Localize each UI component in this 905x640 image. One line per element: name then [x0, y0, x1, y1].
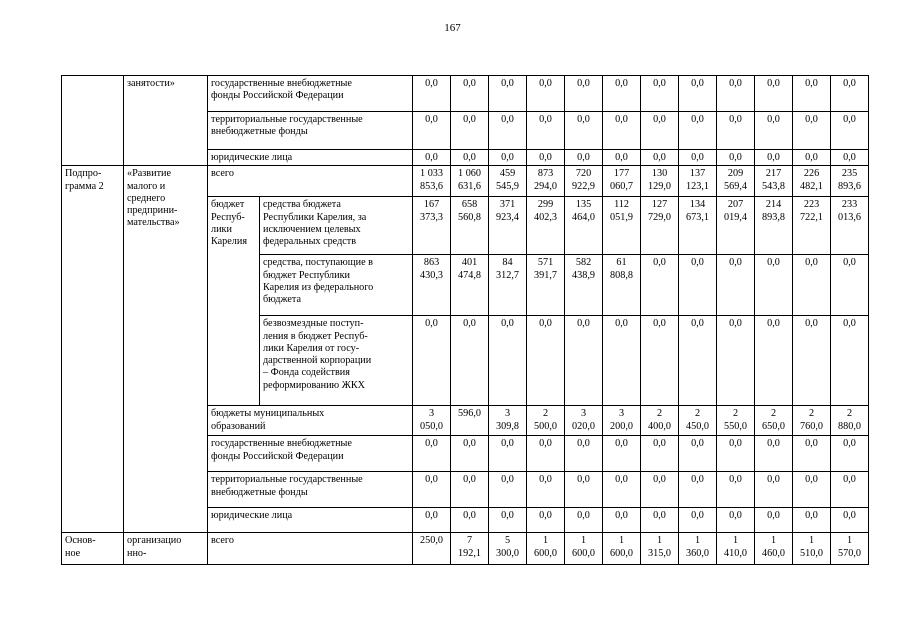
value-cell: 0,0: [565, 472, 603, 508]
value-cell: 0,0: [755, 76, 793, 112]
value-cell: 2 880,0: [831, 406, 869, 436]
value-cell: 0,0: [565, 316, 603, 406]
value-cell: 0,0: [413, 508, 451, 533]
value-cell: 582 438,9: [565, 255, 603, 316]
program-name-cell: организацио нно-: [124, 533, 208, 565]
source-label: государственные внебюджетные фонды Российской Федерации: [208, 76, 413, 112]
value-cell: 0,0: [831, 316, 869, 406]
value-cell: 0,0: [755, 436, 793, 472]
program-code-cell: Основ- ное: [62, 533, 124, 565]
value-cell: 0,0: [679, 436, 717, 472]
value-cell: 1 600,0: [603, 533, 641, 565]
value-cell: 235 893,6: [831, 166, 869, 197]
value-cell: 2 400,0: [641, 406, 679, 436]
value-cell: 0,0: [755, 316, 793, 406]
value-cell: 0,0: [489, 472, 527, 508]
value-cell: 0,0: [451, 316, 489, 406]
value-cell: 130 129,0: [641, 166, 679, 197]
value-cell: 0,0: [489, 112, 527, 150]
value-cell: 0,0: [679, 150, 717, 166]
program-code-cell: Подпро- грамма 2: [62, 166, 124, 533]
value-cell: 0,0: [413, 150, 451, 166]
value-cell: 0,0: [755, 255, 793, 316]
value-cell: 0,0: [527, 316, 565, 406]
value-cell: 0,0: [679, 316, 717, 406]
value-cell: 0,0: [489, 76, 527, 112]
value-cell: 3 200,0: [603, 406, 641, 436]
value-cell: 371 923,4: [489, 197, 527, 255]
value-cell: 571 391,7: [527, 255, 565, 316]
value-cell: 0,0: [413, 76, 451, 112]
value-cell: 223 722,1: [793, 197, 831, 255]
value-cell: 135 464,0: [565, 197, 603, 255]
value-cell: 0,0: [831, 436, 869, 472]
value-cell: 0,0: [717, 316, 755, 406]
value-cell: 0,0: [831, 76, 869, 112]
value-cell: 84 312,7: [489, 255, 527, 316]
source-label: территориальные государственные внебюджетные фонды: [208, 472, 413, 508]
value-cell: 658 560,8: [451, 197, 489, 255]
value-cell: 0,0: [641, 316, 679, 406]
value-cell: 1 570,0: [831, 533, 869, 565]
value-cell: 207 019,4: [717, 197, 755, 255]
value-cell: 720 922,9: [565, 166, 603, 197]
value-cell: 3 309,8: [489, 406, 527, 436]
value-cell: 5 300,0: [489, 533, 527, 565]
program-name-cell: «Развитие малого и среднего предприни- мательства»: [124, 166, 208, 533]
value-cell: 0,0: [413, 112, 451, 150]
value-cell: 0,0: [603, 112, 641, 150]
value-cell: 0,0: [717, 472, 755, 508]
value-cell: 0,0: [413, 436, 451, 472]
value-cell: 2 650,0: [755, 406, 793, 436]
value-cell: 299 402,3: [527, 197, 565, 255]
value-cell: 1 600,0: [565, 533, 603, 565]
value-cell: 61 808,8: [603, 255, 641, 316]
value-cell: 0,0: [793, 255, 831, 316]
value-cell: 0,0: [717, 150, 755, 166]
value-cell: 134 673,1: [679, 197, 717, 255]
value-cell: 0,0: [527, 472, 565, 508]
value-cell: 0,0: [717, 112, 755, 150]
source-label: всего: [208, 166, 413, 197]
table-row: [62, 166, 869, 197]
value-cell: 0,0: [831, 150, 869, 166]
value-cell: 0,0: [565, 436, 603, 472]
value-cell: 0,0: [793, 76, 831, 112]
value-cell: 0,0: [717, 76, 755, 112]
value-cell: 217 543,8: [755, 166, 793, 197]
value-cell: 0,0: [565, 508, 603, 533]
value-cell: 137 123,1: [679, 166, 717, 197]
budget-rk-cell: бюджет Респуб- лики Карелия: [208, 197, 260, 406]
value-cell: 1 360,0: [679, 533, 717, 565]
value-cell: 0,0: [641, 76, 679, 112]
value-cell: 0,0: [717, 508, 755, 533]
source-label: средства бюджета Республики Карелия, за исключением целевых федеральных средств: [260, 197, 413, 255]
value-cell: 0,0: [679, 508, 717, 533]
source-label: всего: [208, 533, 413, 565]
value-cell: 0,0: [641, 472, 679, 508]
value-cell: 0,0: [679, 76, 717, 112]
value-cell: 0,0: [451, 436, 489, 472]
value-cell: 1 060 631,6: [451, 166, 489, 197]
value-cell: 0,0: [679, 472, 717, 508]
value-cell: 0,0: [451, 76, 489, 112]
value-cell: 1 460,0: [755, 533, 793, 565]
value-cell: 873 294,0: [527, 166, 565, 197]
value-cell: 0,0: [603, 472, 641, 508]
value-cell: 1 510,0: [793, 533, 831, 565]
value-cell: 459 545,9: [489, 166, 527, 197]
value-cell: 0,0: [527, 112, 565, 150]
source-label: юридические лица: [208, 508, 413, 533]
value-cell: 3 020,0: [565, 406, 603, 436]
value-cell: 2 550,0: [717, 406, 755, 436]
value-cell: 2 450,0: [679, 406, 717, 436]
value-cell: 0,0: [641, 255, 679, 316]
value-cell: 1 033 853,6: [413, 166, 451, 197]
value-cell: 401 474,8: [451, 255, 489, 316]
value-cell: 863 430,3: [413, 255, 451, 316]
value-cell: 112 051,9: [603, 197, 641, 255]
value-cell: 0,0: [755, 112, 793, 150]
value-cell: 3 050,0: [413, 406, 451, 436]
source-label: средства, поступающие в бюджет Республики Карелия из федерального бюджета: [260, 255, 413, 316]
source-label: юридические лица: [208, 150, 413, 166]
value-cell: 1 315,0: [641, 533, 679, 565]
value-cell: 0,0: [755, 150, 793, 166]
value-cell: 0,0: [527, 76, 565, 112]
value-cell: 0,0: [793, 150, 831, 166]
table-row: [62, 533, 869, 565]
program-cell-empty: [62, 76, 124, 166]
value-cell: 0,0: [641, 150, 679, 166]
source-label: территориальные государственные внебюджетные фонды: [208, 112, 413, 150]
value-cell: 0,0: [641, 112, 679, 150]
value-cell: 0,0: [603, 436, 641, 472]
value-cell: 0,0: [451, 508, 489, 533]
value-cell: 0,0: [451, 150, 489, 166]
value-cell: 209 569,4: [717, 166, 755, 197]
program-name-cell: занятости»: [124, 76, 208, 166]
value-cell: 1 410,0: [717, 533, 755, 565]
value-cell: 0,0: [679, 255, 717, 316]
value-cell: 0,0: [413, 316, 451, 406]
value-cell: 0,0: [793, 436, 831, 472]
value-cell: 0,0: [527, 436, 565, 472]
value-cell: 0,0: [603, 76, 641, 112]
value-cell: 0,0: [565, 76, 603, 112]
value-cell: 596,0: [451, 406, 489, 436]
value-cell: 0,0: [527, 508, 565, 533]
value-cell: 2 760,0: [793, 406, 831, 436]
value-cell: 0,0: [603, 316, 641, 406]
value-cell: 1 600,0: [527, 533, 565, 565]
value-cell: 0,0: [489, 150, 527, 166]
value-cell: 167 373,3: [413, 197, 451, 255]
value-cell: 0,0: [603, 508, 641, 533]
value-cell: 0,0: [641, 436, 679, 472]
source-label: государственные внебюджетные фонды Российской Федерации: [208, 436, 413, 472]
value-cell: 0,0: [565, 112, 603, 150]
value-cell: 0,0: [831, 472, 869, 508]
value-cell: 0,0: [831, 112, 869, 150]
value-cell: 0,0: [489, 508, 527, 533]
value-cell: 0,0: [831, 255, 869, 316]
value-cell: 177 060,7: [603, 166, 641, 197]
value-cell: 0,0: [755, 508, 793, 533]
page-number: 167: [444, 22, 461, 34]
value-cell: 0,0: [717, 436, 755, 472]
value-cell: 214 893,8: [755, 197, 793, 255]
value-cell: 0,0: [641, 508, 679, 533]
table-row: [62, 76, 869, 112]
value-cell: 0,0: [793, 112, 831, 150]
value-cell: 127 729,0: [641, 197, 679, 255]
value-cell: 250,0: [413, 533, 451, 565]
value-cell: 0,0: [527, 150, 565, 166]
value-cell: 2 500,0: [527, 406, 565, 436]
value-cell: 0,0: [831, 508, 869, 533]
value-cell: 0,0: [717, 255, 755, 316]
budget-table: [61, 75, 869, 565]
value-cell: 0,0: [565, 150, 603, 166]
value-cell: 0,0: [451, 472, 489, 508]
value-cell: 7 192,1: [451, 533, 489, 565]
source-label: бюджеты муниципальных образований: [208, 406, 413, 436]
value-cell: 233 013,6: [831, 197, 869, 255]
value-cell: 0,0: [793, 508, 831, 533]
value-cell: 0,0: [451, 112, 489, 150]
value-cell: 0,0: [793, 316, 831, 406]
value-cell: 0,0: [489, 316, 527, 406]
value-cell: 0,0: [755, 472, 793, 508]
value-cell: 0,0: [679, 112, 717, 150]
value-cell: 0,0: [793, 472, 831, 508]
value-cell: 226 482,1: [793, 166, 831, 197]
value-cell: 0,0: [603, 150, 641, 166]
value-cell: 0,0: [413, 472, 451, 508]
source-label: безвозмездные поступ- ления в бюджет Респуб- лики Карелия от госу- дарственной корпорации – Фонда содействия реформированию ЖКХ: [260, 316, 413, 406]
value-cell: 0,0: [489, 436, 527, 472]
